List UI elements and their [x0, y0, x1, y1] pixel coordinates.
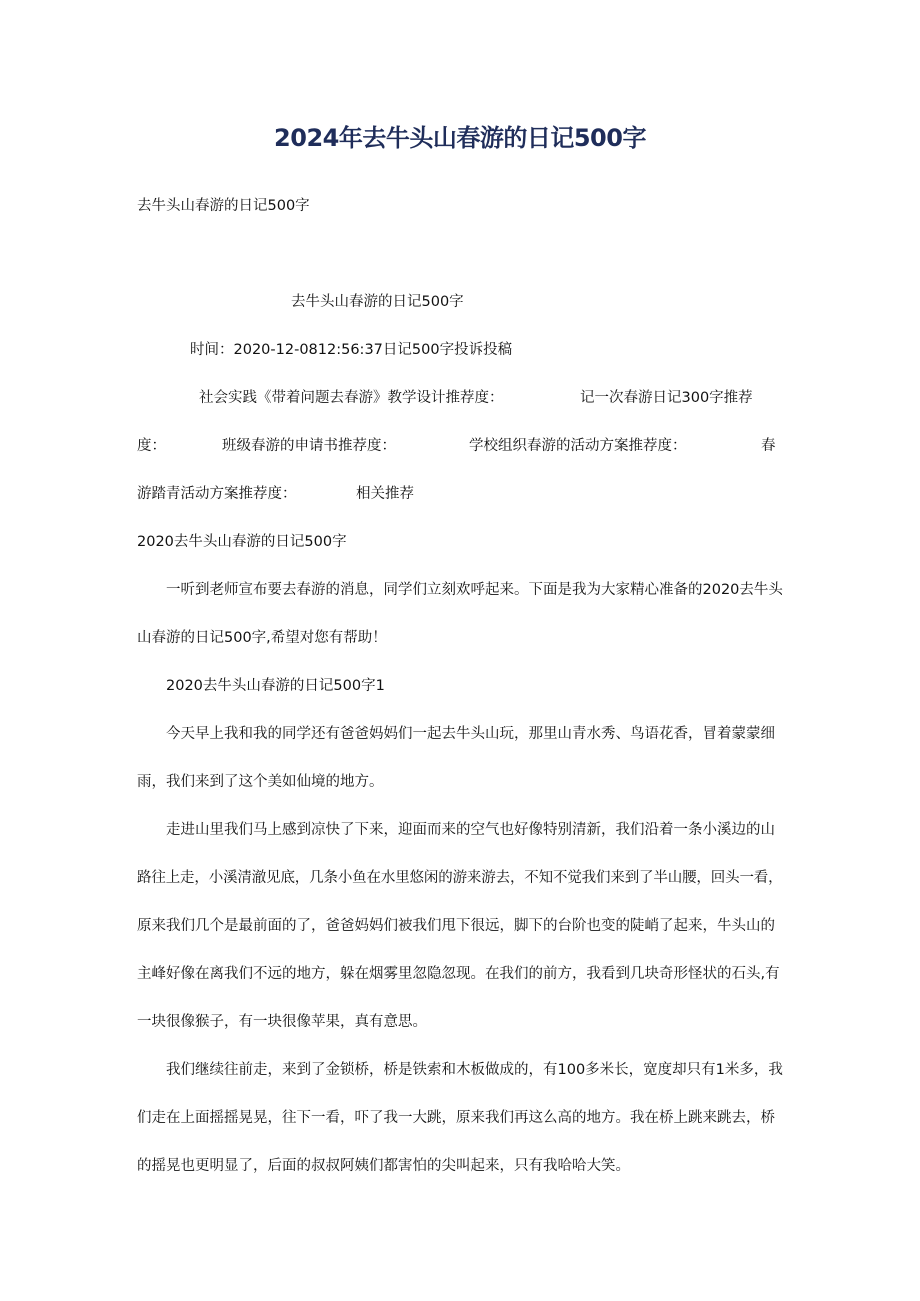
entry-heading: 2020去牛头山春游的日记500字1 — [166, 678, 385, 694]
recommend-item[interactable]: 记一次春游日记300字推荐 — [580, 390, 753, 406]
paragraph-line: 一块很像猴子，有一块很像苹果，真有意思。 — [137, 1014, 427, 1030]
paragraph-line: 路往上走，小溪清澈见底，几条小鱼在水里悠闲的游来游去，不知不觉我们来到了半山腰，回头一看， — [137, 870, 783, 886]
section-heading: 2020去牛头山春游的日记500字 — [137, 534, 347, 550]
paragraph-line: 的摇晃也更明显了，后面的叔叔阿姨们都害怕的尖叫起来，只有我哈哈大笑。 — [137, 1158, 630, 1174]
subtitle-left: 去牛头山春游的日记500字 — [137, 198, 310, 214]
document-title: 2024年去牛头山春游的日记500字 — [274, 124, 646, 152]
recommend-item[interactable]: 学校组织春游的活动方案推荐度： — [469, 438, 687, 454]
meta-line: 时间：2020-12-0812:56:37日记500字投诉投稿 — [190, 342, 513, 358]
intro-line: 一听到老师宣布要去春游的消息，同学们立刻欢呼起来。下面是我为大家精心准备的2020去牛头 — [166, 582, 783, 598]
paragraph-line: 主峰好像在离我们不远的地方，躲在烟雾里忽隐忽现。在我们的前方，我看到几块奇形怪状的石头,有 — [137, 966, 780, 982]
recommend-item[interactable]: 社会实践《带着问题去春游》教学设计推荐度： — [199, 390, 504, 406]
paragraph-line: 今天早上我和我的同学还有爸爸妈妈们一起去牛头山玩，那里山青水秀、鸟语花香，冒着蒙蒙细 — [166, 726, 775, 742]
paragraph-line: 走进山里我们马上感到凉快了下来，迎面而来的空气也好像特别清新，我们沿着一条小溪边的山 — [166, 822, 775, 838]
recommend-item[interactable]: 班级春游的申请书推荐度： — [222, 438, 396, 454]
paragraph-line: 我们继续往前走，来到了金锁桥，桥是铁索和木板做成的，有100多米长，宽度却只有1米多，我 — [166, 1062, 783, 1078]
recommend-text[interactable]: 春 — [761, 438, 776, 454]
paragraph-line: 们走在上面摇摇晃晃，往下一看，吓了我一大跳，原来我们再这么高的地方。我在桥上跳来跳去，桥 — [137, 1110, 775, 1126]
paragraph-line: 雨，我们来到了这个美如仙境的地方。 — [137, 774, 384, 790]
recommend-text: 度： — [137, 438, 166, 454]
subtitle-center: 去牛头山春游的日记500字 — [291, 294, 464, 310]
paragraph-line: 原来我们几个是最前面的了，爸爸妈妈们被我们甩下很远，脚下的台阶也变的陡峭了起来，牛头山的 — [137, 918, 775, 934]
intro-line: 山春游的日记500字,希望对您有帮助！ — [137, 630, 387, 646]
recommend-item[interactable]: 游踏青活动方案推荐度： — [137, 486, 297, 502]
related-recommend-label: 相关推荐 — [356, 486, 414, 502]
